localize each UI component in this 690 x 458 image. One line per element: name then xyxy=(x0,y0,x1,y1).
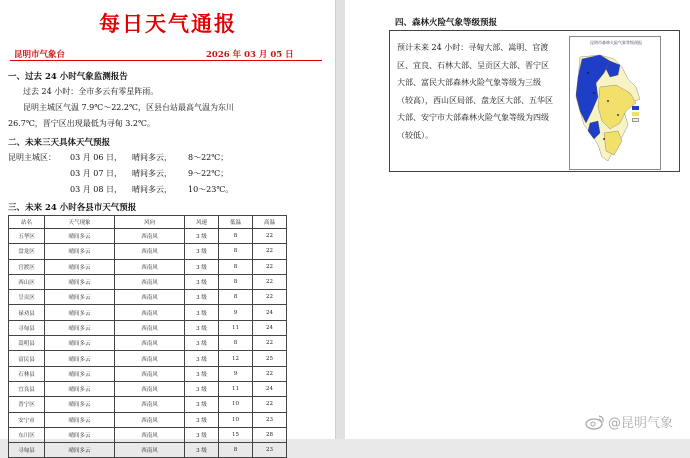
table-cell: 10 xyxy=(219,412,253,427)
table-cell: 西南风 xyxy=(115,427,185,442)
forecast-desc: 晴间多云， xyxy=(132,169,172,178)
table-cell: 9 xyxy=(219,366,253,381)
forecast-row xyxy=(8,152,228,163)
table-cell: 晴间多云 xyxy=(45,351,115,366)
table-cell: 晴间多云 xyxy=(45,274,115,289)
table-cell: 8 xyxy=(219,290,253,305)
table-cell: 8 xyxy=(219,443,253,458)
forecast-temp: 10～23℃。 xyxy=(188,185,234,194)
table-cell: 15 xyxy=(219,427,253,442)
table-cell: 8 xyxy=(219,259,253,274)
fire-risk-text: 预计未来 24 小时：寻甸大部、嵩明、官渡区、宜良、石林大部、呈贡区大部、晋宁区大部、富民大部森林火险气象等级为三级（较高），西山区局部、盘龙区大部、五华区大部、安宁市大部森林火险气象等级为四级（较低）。 xyxy=(397,43,553,140)
table-cell: 晋宁区 xyxy=(9,397,45,412)
table-row xyxy=(9,412,287,427)
section1-line3: 26.7℃，晋宁区出现最低为寻甸 3.2℃。 xyxy=(8,119,155,128)
table-cell: 禄劝县 xyxy=(9,305,45,320)
table-cell: 西南风 xyxy=(115,274,185,289)
table-cell: 西南风 xyxy=(115,381,185,396)
section3-title: 三、未来 24 小时各县市天气预报 xyxy=(8,203,137,213)
table-cell: 22 xyxy=(253,229,287,244)
table-cell: 宜良县 xyxy=(9,381,45,396)
table-header-cell: 站名 xyxy=(9,216,45,229)
table-cell: 3 级 xyxy=(185,351,219,366)
table-cell: 晴间多云 xyxy=(45,397,115,412)
table-header-cell: 低温 xyxy=(219,216,253,229)
table-row xyxy=(9,351,287,366)
table-cell: 3 级 xyxy=(185,244,219,259)
page-title: 每日天气通报 xyxy=(99,11,237,36)
table-cell: 呈贡区 xyxy=(9,290,45,305)
table-row xyxy=(9,397,287,412)
forecast-row xyxy=(70,168,228,179)
table-cell: 12 xyxy=(219,351,253,366)
weibo-watermark xyxy=(585,412,673,431)
table-cell: 22 xyxy=(253,244,287,259)
forecast-prefix: 昆明主城区： xyxy=(8,153,56,162)
table-cell: 晴间多云 xyxy=(45,443,115,458)
table-cell: 24 xyxy=(253,381,287,396)
table-header-row xyxy=(9,216,287,229)
table-cell: 25 xyxy=(253,351,287,366)
table-cell: 西南风 xyxy=(115,443,185,458)
table-row xyxy=(9,229,287,244)
table-row xyxy=(9,366,287,381)
table-cell: 11 xyxy=(219,381,253,396)
table-row xyxy=(9,427,287,442)
table-cell: 24 xyxy=(253,320,287,335)
table-row xyxy=(9,381,287,396)
table-cell: 28 xyxy=(253,427,287,442)
table-cell: 西南风 xyxy=(115,320,185,335)
table-row xyxy=(9,443,287,458)
table-cell: 晴间多云 xyxy=(45,336,115,351)
table-cell: 晴间多云 xyxy=(45,229,115,244)
report-date: 2026 年 03 月 05 日 xyxy=(206,50,294,60)
station-name: 昆明市气象台 xyxy=(14,50,66,60)
table-row xyxy=(9,259,287,274)
table-cell: 3 级 xyxy=(185,274,219,289)
table-cell: 晴间多云 xyxy=(45,259,115,274)
table-header-cell: 高温 xyxy=(253,216,287,229)
table-cell: 西南风 xyxy=(115,351,185,366)
section1-line2: 昆明主城区气温 7.9℃～22.2℃，区县台站最高气温为东川 xyxy=(23,103,234,112)
table-cell: 23 xyxy=(253,443,287,458)
section4-title: 四、森林火险气象等级预报 xyxy=(395,18,498,28)
table-cell: 富民县 xyxy=(9,351,45,366)
table-cell: 晴间多云 xyxy=(45,290,115,305)
table-cell: 官渡区 xyxy=(9,259,45,274)
forecast-date: 03 月 06 日， xyxy=(70,153,122,162)
table-cell: 8 xyxy=(219,229,253,244)
table-cell: 8 xyxy=(219,244,253,259)
forecast-temp: 8～22℃； xyxy=(188,153,229,162)
table-cell: 西南风 xyxy=(115,366,185,381)
section1-line1: 过去 24 小时：全市多云有零星阵雨。 xyxy=(23,87,159,96)
section2-title: 二、未来三天具体天气预报 xyxy=(8,138,111,148)
table-cell: 安宁市 xyxy=(9,412,45,427)
table-cell: 10 xyxy=(219,397,253,412)
map-title: 昆明市森林火险气象等级预报 xyxy=(590,40,642,45)
table-header-cell: 风速 xyxy=(185,216,219,229)
forecast-row xyxy=(70,184,233,195)
table-cell: 8 xyxy=(219,336,253,351)
map-region-mid xyxy=(604,131,622,155)
table-cell: 3 级 xyxy=(185,229,219,244)
table-cell: 22 xyxy=(253,274,287,289)
table-row xyxy=(9,305,287,320)
table-cell: 西南风 xyxy=(115,336,185,351)
table-cell: 22 xyxy=(253,397,287,412)
kunming-map-svg xyxy=(570,37,662,171)
fire-risk-map xyxy=(569,36,661,170)
table-cell: 东川区 xyxy=(9,427,45,442)
table-cell: 晴间多云 xyxy=(45,366,115,381)
table-cell: 嵩明县 xyxy=(9,336,45,351)
table-cell: 22 xyxy=(253,366,287,381)
table-cell: 晴间多云 xyxy=(45,412,115,427)
table-cell: 3 级 xyxy=(185,412,219,427)
table-cell: 西山区 xyxy=(9,274,45,289)
table-cell: 西南风 xyxy=(115,412,185,427)
forecast-desc: 晴间多云， xyxy=(132,153,172,162)
table-row xyxy=(9,336,287,351)
table-header-cell: 天气现象 xyxy=(45,216,115,229)
table-cell: 晴间多云 xyxy=(45,320,115,335)
table-cell: 3 级 xyxy=(185,427,219,442)
fire-risk-box xyxy=(389,30,680,172)
table-cell: 22 xyxy=(253,290,287,305)
section1-title: 一、过去 24 小时气象监测报告 xyxy=(8,72,128,82)
table-cell: 晴间多云 xyxy=(45,244,115,259)
table-cell: 3 级 xyxy=(185,290,219,305)
table-row xyxy=(9,244,287,259)
table-cell: 3 级 xyxy=(185,381,219,396)
table-cell: 9 xyxy=(219,305,253,320)
forecast-date: 03 月 08 日， xyxy=(70,185,122,194)
forecast-date: 03 月 07 日， xyxy=(70,169,122,178)
table-cell: 3 级 xyxy=(185,320,219,335)
table-cell: 晴间多云 xyxy=(45,381,115,396)
watermark-text: @昆明气象 xyxy=(608,416,674,431)
table-cell: 24 xyxy=(253,305,287,320)
table-cell: 西南风 xyxy=(115,397,185,412)
table-cell: 西南风 xyxy=(115,229,185,244)
table-cell: 石林县 xyxy=(9,366,45,381)
table-cell: 寻甸县 xyxy=(9,320,45,335)
table-cell: 8 xyxy=(219,274,253,289)
table-cell: 五华区 xyxy=(9,229,45,244)
weibo-icon xyxy=(585,414,605,430)
table-cell: 西南风 xyxy=(115,259,185,274)
forecast-temp: 9～22℃； xyxy=(188,169,229,178)
table-cell: 3 级 xyxy=(185,397,219,412)
table-row xyxy=(9,290,287,305)
table-cell: 西南风 xyxy=(115,244,185,259)
header-divider xyxy=(10,60,322,61)
table-cell: 22 xyxy=(253,259,287,274)
table-cell: 晴间多云 xyxy=(45,427,115,442)
map-legend xyxy=(632,105,641,123)
table-cell: 11 xyxy=(219,320,253,335)
page-gap xyxy=(336,0,345,439)
table-cell: 3 级 xyxy=(185,336,219,351)
table-row xyxy=(9,274,287,289)
table-cell: 西南风 xyxy=(115,305,185,320)
table-cell: 寻甸县 xyxy=(9,443,45,458)
table-cell: 3 级 xyxy=(185,305,219,320)
table-row xyxy=(9,320,287,335)
table-cell: 3 级 xyxy=(185,443,219,458)
table-cell: 22 xyxy=(253,336,287,351)
table-header-cell: 风向 xyxy=(115,216,185,229)
table-cell: 3 级 xyxy=(185,366,219,381)
table-cell: 23 xyxy=(253,412,287,427)
forecast-desc: 晴间多云， xyxy=(132,185,172,194)
table-cell: 晴间多云 xyxy=(45,305,115,320)
county-forecast-table xyxy=(8,215,287,458)
table-cell: 盘龙区 xyxy=(9,244,45,259)
table-cell: 3 级 xyxy=(185,259,219,274)
table-cell: 西南风 xyxy=(115,290,185,305)
